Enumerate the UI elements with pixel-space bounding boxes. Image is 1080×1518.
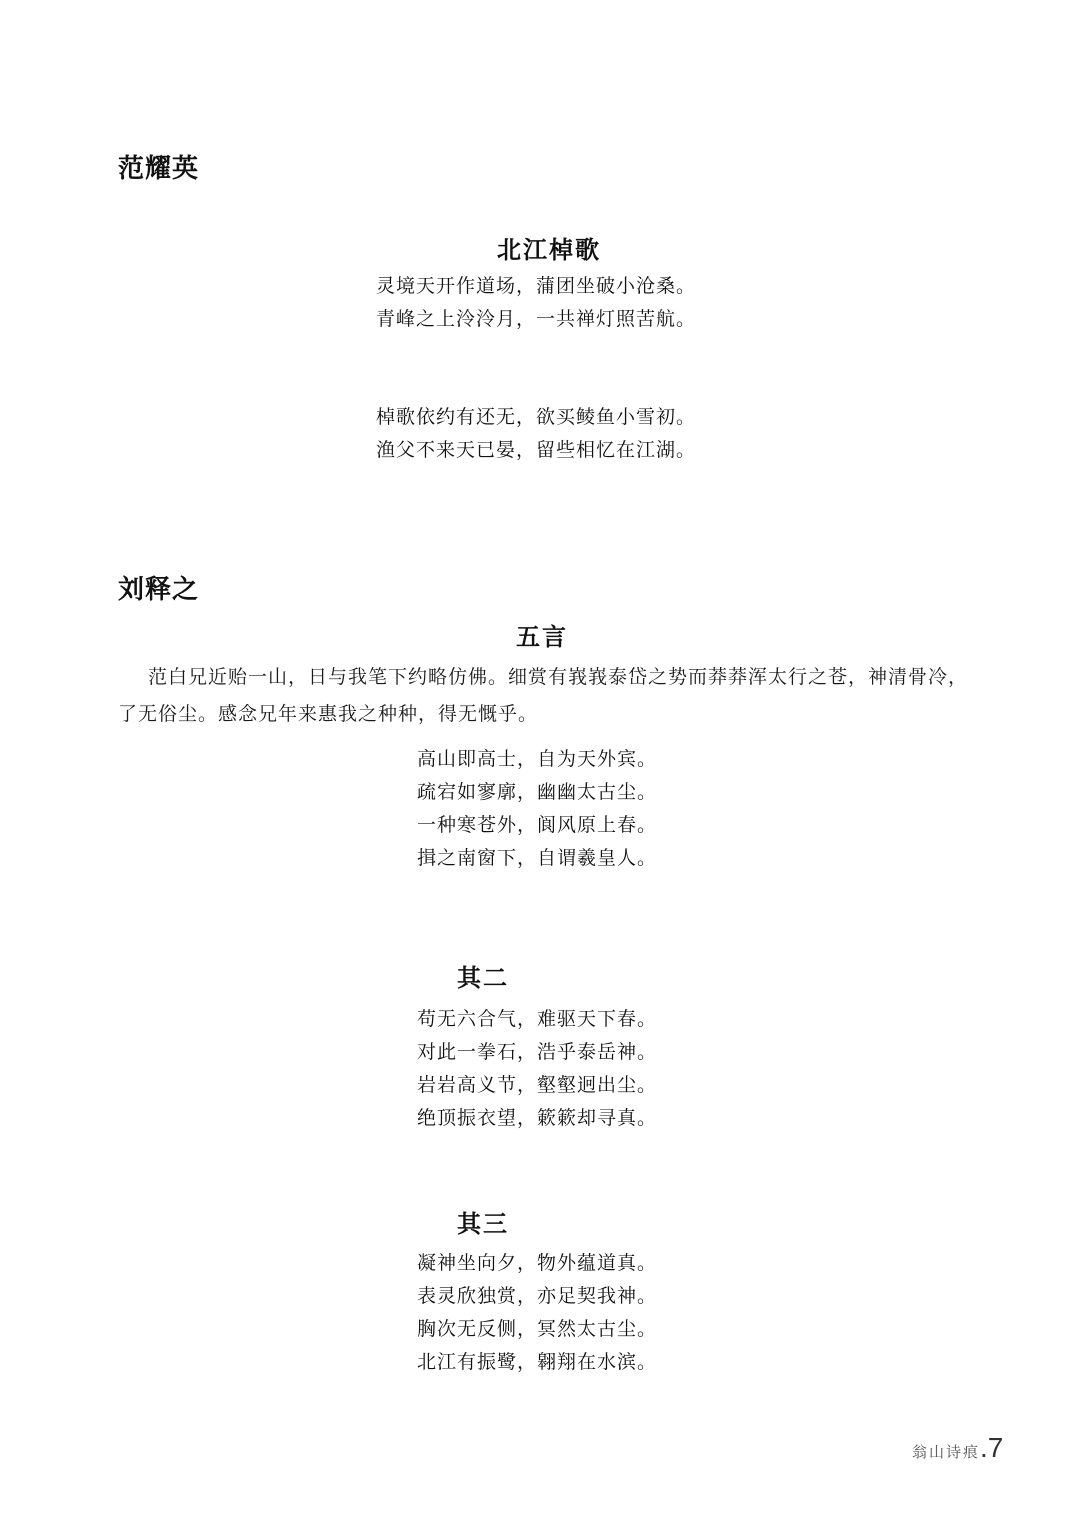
poem-body-1 [417,743,657,875]
poem-line: 揖之南窗下，自谓羲皇人。 [417,847,658,869]
poem-line: 表灵欣独赏，亦足契我神。 [417,1285,658,1307]
poem-line: 高山即高士，自为天外宾。 [417,748,658,770]
poem-title: 五言 [516,622,568,651]
poem-stanza-1 [376,270,696,336]
poem-line: 疏宕如寥廓，幽幽太古尘。 [417,781,658,803]
poem-line: 胸次无反侧，冥然太古尘。 [417,1318,658,1340]
poem-body-2 [417,1003,657,1135]
page-footer [912,1432,1003,1464]
author-name-2: 刘释之 [118,575,200,605]
preface-line-1: 范白兄近贻一山，日与我笔下约略仿佛。细赏有峩峩泰岱之势而莽莽浑太行之苍，神清骨冷， [148,666,969,688]
preface-line-2: 了无俗尘。感念兄年来惠我之种种，得无慨乎。 [118,703,539,725]
poem-title: 其三 [457,1209,509,1238]
journal-name: 翁山诗痕 [912,1443,981,1461]
poem-line: 凝神坐向夕，物外蕴道真。 [417,1252,658,1274]
poem-line: 岩岩高义节，壑壑迥出尘。 [417,1074,658,1096]
poem-body-3 [417,1247,657,1379]
poem-line: 青峰之上泠泠月，一共禅灯照苦航。 [376,308,697,330]
poem-title: 其二 [457,963,509,992]
poem-line: 一种寒苍外，阆风原上春。 [417,814,658,836]
poem-title: 北江棹歌 [497,235,601,264]
poem-line: 北江有振鹭，翱翔在水滨。 [417,1351,658,1373]
poem-line: 对此一拳石，浩乎泰岳神。 [417,1041,658,1063]
poem-line: 苟无六合气，难驱天下春。 [417,1008,658,1030]
poem-line: 绝顶振衣望，簌簌却寻真。 [417,1107,658,1129]
poem-line: 渔父不来天已晏，留些相忆在江湖。 [376,439,697,461]
poem-stanza-2 [376,401,696,467]
poem-line: 棹歌依约有还无，欲买鲮鱼小雪初。 [376,406,697,428]
poem-line: 灵境天开作道场，蒲团坐破小沧桑。 [376,275,697,297]
page-number: .7 [980,1432,1004,1463]
author-name-1: 范耀英 [118,154,200,184]
